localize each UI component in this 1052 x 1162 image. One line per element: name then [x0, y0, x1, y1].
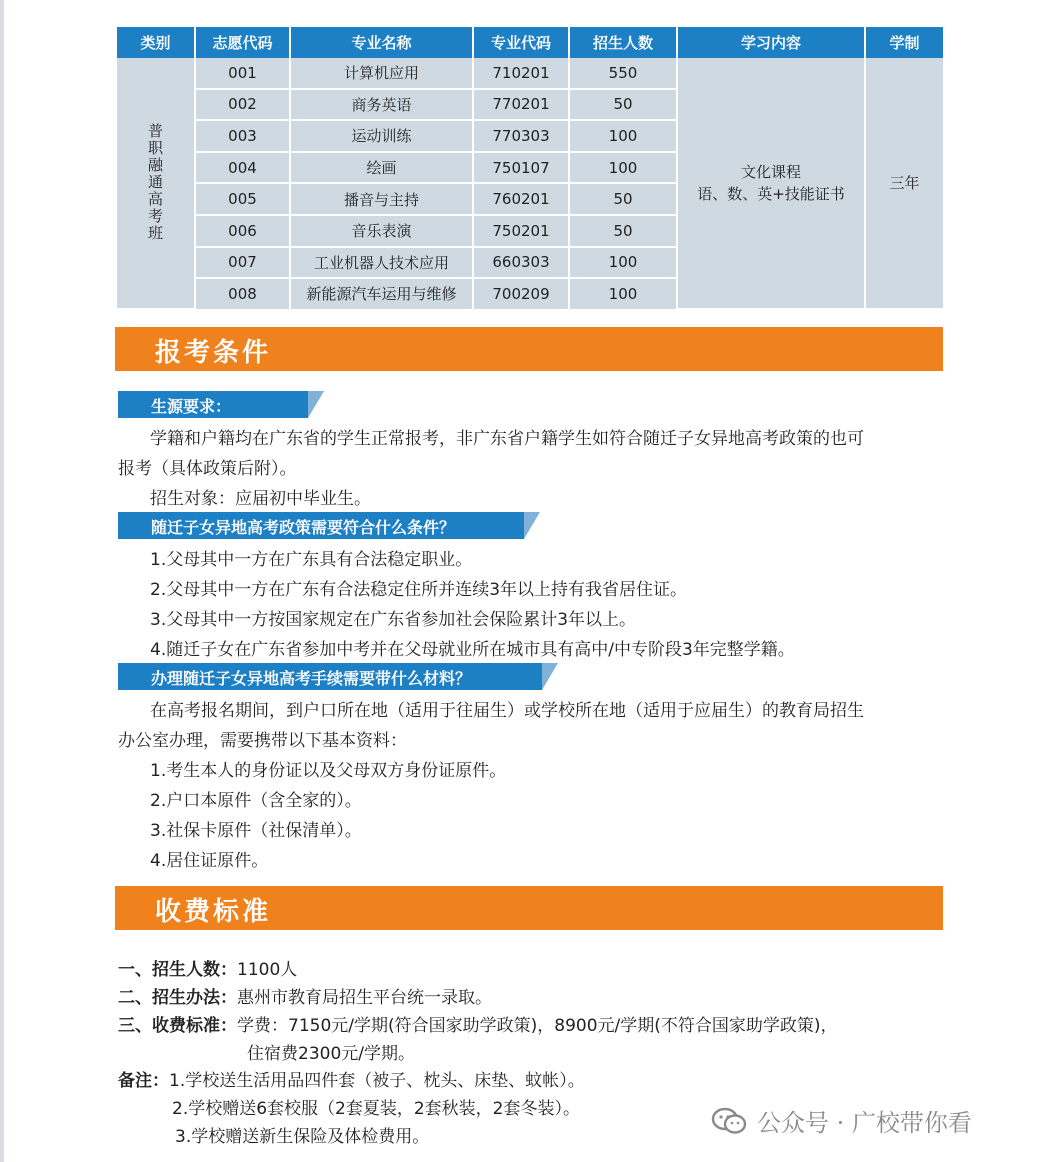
- major-code: 770201: [473, 89, 569, 121]
- major-name: 计算机应用: [290, 58, 473, 89]
- header-duration: 学制: [865, 27, 943, 58]
- enroll-count: 100: [569, 120, 677, 152]
- fee-standard-value: 学费：7150元/学期(符合国家助学政策)，8900元/学期(不符合国家助学政策)，: [237, 1016, 838, 1036]
- major-name: 播音与主持: [290, 183, 473, 215]
- enroll-count-value: 1100人: [237, 960, 298, 980]
- study-content-cell: [677, 58, 865, 309]
- subheader-source: [118, 391, 326, 418]
- choice-code: 002: [195, 89, 290, 121]
- major-name: 绘画: [290, 152, 473, 184]
- subheader-policy: [118, 512, 540, 539]
- fee-standard-label: 三、收费标准：: [118, 1016, 237, 1036]
- subheader-materials: [118, 663, 558, 690]
- major-code: 770303: [473, 120, 569, 152]
- policy-item-4: 4.随迁子女在广东省参加中考并在父母就业所在城市具有高中/中专阶段3年完整学籍。: [150, 640, 795, 660]
- enroll-count: 100: [569, 278, 677, 309]
- major-name: 新能源汽车运用与维修: [290, 278, 473, 309]
- subheader-materials-label: 办理随迁子女异地高考手续需要带什么材料？: [151, 669, 472, 688]
- section-title-fees: 收费标准: [155, 897, 272, 927]
- enroll-count: 50: [569, 89, 677, 121]
- table-row: [117, 58, 943, 89]
- table-header-row: [117, 27, 943, 58]
- materials-paragraph-line2: 办公室办理，需要携带以下基本资料：: [118, 731, 407, 751]
- materials-item-4: 4.居住证原件。: [150, 851, 269, 871]
- section-bar-fees: [115, 886, 943, 930]
- choice-code: 001: [195, 58, 290, 89]
- category-label: 普职融通高考班: [147, 122, 163, 243]
- major-code: 660303: [473, 247, 569, 279]
- source-paragraph-line1: 学籍和户籍均在广东省的学生正常报考，非广东省户籍学生如符合随迁子女异地高考政策的也可: [150, 429, 864, 449]
- materials-item-3: 3.社保卡原件（社保清单）。: [150, 821, 362, 841]
- majors-table: [117, 27, 943, 310]
- note-label: 备注：: [118, 1071, 169, 1091]
- subheader-policy-label: 随迁子女异地高考政策需要符合什么条件？: [151, 518, 456, 537]
- note-item-1: 1.学校送生活用品四件套（被子、枕头、床垫、蚊帐）。: [169, 1071, 585, 1091]
- major-name: 运动训练: [290, 120, 473, 152]
- choice-code: 006: [195, 215, 290, 247]
- wechat-icon: [711, 1107, 747, 1135]
- watermark-text: 公众号 · 广校带你看: [757, 1109, 972, 1137]
- fee-standard-line2: 住宿费2300元/学期。: [247, 1044, 415, 1064]
- category-cell: [117, 58, 195, 309]
- major-name: 商务英语: [290, 89, 473, 121]
- header-major-code: 专业代码: [473, 27, 569, 58]
- policy-item-3: 3.父母其中一方按国家规定在广东省参加社会保险累计3年以上。: [150, 610, 637, 630]
- materials-paragraph-line1: 在高考报名期间，到户口所在地（适用于往届生）或学校所在地（适用于应届生）的教育局招生: [150, 701, 864, 721]
- choice-code: 005: [195, 183, 290, 215]
- choice-code: 004: [195, 152, 290, 184]
- enroll-method-line: [118, 983, 492, 1008]
- major-name: 工业机器人技术应用: [290, 247, 473, 279]
- header-category: 类别: [117, 27, 195, 58]
- major-code: 710201: [473, 58, 569, 89]
- enroll-count-label: 一、招生人数：: [118, 960, 237, 980]
- source-paragraph-line2: 报考（具体政策后附）。: [118, 459, 297, 479]
- major-code: 750107: [473, 152, 569, 184]
- header-study-content: 学习内容: [677, 27, 865, 58]
- left-edge: [0, 0, 4, 1162]
- materials-item-1: 1.考生本人的身份证以及父母双方身份证原件。: [150, 761, 507, 781]
- study-content-line1: 文化课程: [740, 162, 801, 181]
- major-code: 700209: [473, 278, 569, 309]
- major-code: 760201: [473, 183, 569, 215]
- note-line-1: [118, 1066, 585, 1091]
- materials-item-2: 2.户口本原件（含全家的）。: [150, 791, 362, 811]
- header-major-name: 专业名称: [290, 27, 473, 58]
- header-enroll-count: 招生人数: [569, 27, 677, 58]
- policy-item-1: 1.父母其中一方在广东具有合法稳定职业。: [150, 550, 473, 570]
- study-content-line2: 语、数、英+技能证书: [697, 184, 845, 203]
- enroll-count: 50: [569, 183, 677, 215]
- section-title-requirements: 报考条件: [155, 338, 272, 368]
- policy-item-2: 2.父母其中一方在广东有合法稳定住所并连续3年以上持有我省居住证。: [150, 580, 688, 600]
- major-code: 750201: [473, 215, 569, 247]
- enroll-method-value: 惠州市教育局招生平台统一录取。: [237, 988, 492, 1008]
- note-item-2: 2.学校赠送6套校服（2套夏装，2套秋装，2套冬装）。: [172, 1099, 580, 1119]
- section-bar-requirements: [115, 327, 943, 371]
- enroll-count: 100: [569, 247, 677, 279]
- choice-code: 007: [195, 247, 290, 279]
- enroll-count: 100: [569, 152, 677, 184]
- major-name: 音乐表演: [290, 215, 473, 247]
- header-choice-code: 志愿代码: [195, 27, 290, 58]
- source-target: 招生对象：应届初中毕业生。: [150, 489, 371, 509]
- enroll-count: 50: [569, 215, 677, 247]
- fee-standard-line: [118, 1011, 838, 1036]
- choice-code: 008: [195, 278, 290, 309]
- subheader-source-label: 生源要求：: [151, 397, 232, 416]
- enroll-method-label: 二、招生办法：: [118, 988, 237, 1008]
- duration-cell: 三年: [865, 58, 943, 309]
- note-item-3: 3.学校赠送新生保险及体检费用。: [175, 1127, 430, 1147]
- enroll-count-line: [118, 955, 297, 980]
- choice-code: 003: [195, 120, 290, 152]
- enroll-count: 550: [569, 58, 677, 89]
